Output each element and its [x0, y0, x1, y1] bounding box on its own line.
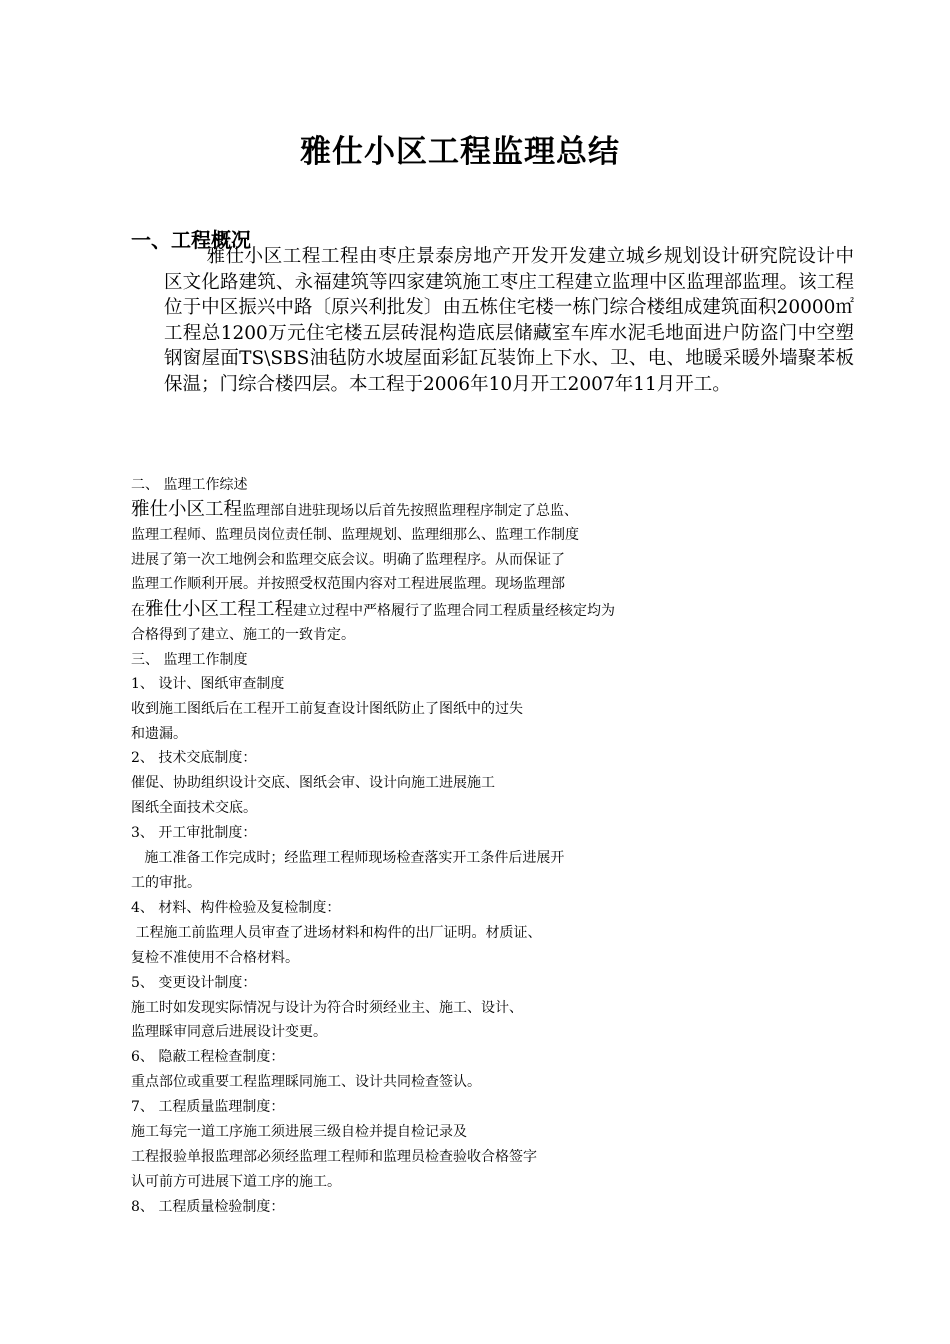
summary-line-text: 监理部自进驻现场以后首先按照监理程序制定了总监、 [242, 503, 579, 519]
system-item-text: 收到施工图纸后在工程开工前复查设计图纸防止了图纸中的过失 [131, 701, 523, 717]
summary-line: 监理工程师、监理员岗位责任制、监理规划、监理细那么、监理工作制度 [131, 527, 579, 543]
system-item-text: 工程报验单报监理部必须经监理工程师和监理员检查验收合格签字 [131, 1149, 537, 1165]
summary-line-text: 建立过程中严格履行了监理合同工程质量经核定均为 [293, 603, 616, 619]
summary-line: 合格得到了建立、施工的一致肯定。 [131, 627, 355, 643]
summary-line: 进展了第一次工地例会和监理交底会议。明确了监理程序。从而保证了 [131, 552, 565, 568]
system-item-text: 图纸全面技术交底。 [131, 800, 257, 816]
document-title: 雅仕小区工程监理总结 [300, 134, 620, 170]
summary-line-text: 在 [131, 603, 145, 619]
system-item-text: 工的审批。 [131, 875, 201, 891]
section-heading-summary: 二、 监理工作综述 [131, 477, 248, 493]
system-item-text: 和遗漏。 [131, 726, 187, 742]
system-item-text: 监理睬审同意后进展设计变更。 [131, 1024, 327, 1040]
system-item-text: 重点部位或重要工程监理睬同施工、设计共同检查签认。 [131, 1074, 481, 1090]
system-item-text: 施工每完一道工序施工须进展三级自检并提自检记录及 [131, 1124, 467, 1140]
section-heading-overview: 一、工程概况 [131, 228, 251, 252]
project-name-large: 雅仕小区工程工程 [145, 599, 294, 620]
system-item-text: 认可前方可进展下道工序的施工。 [131, 1174, 341, 1190]
system-item-label: 6、 隐蔽工程检查制度： [131, 1049, 285, 1065]
system-item-label: 7、 工程质量监理制度： [131, 1099, 285, 1115]
system-item-label: 4、 材料、构件检验及复检制度： [131, 900, 341, 916]
system-item-label: 3、 开工审批制度： [131, 825, 257, 841]
system-item-text: 施工时如发现实际情况与设计为符合时须经业主、施工、设计、 [131, 1000, 523, 1016]
system-item-label: 1、 设计、图纸审查制度 [131, 676, 285, 692]
system-item-label: 8、 工程质量检验制度： [131, 1199, 285, 1215]
system-item-label: 2、 技术交底制度： [131, 750, 257, 766]
summary-line: 监理工作顺利开展。并按照受权范围内容对工程进展监理。现场监理部 [131, 576, 565, 592]
system-item-text: 施工准备工作完成时；经监理工程师现场检查落实开工条件后进展开 [131, 850, 565, 866]
summary-line [131, 497, 578, 524]
system-item-label: 5、 变更设计制度： [131, 975, 257, 991]
project-name-large: 雅仕小区工程 [131, 499, 243, 520]
summary-line [131, 597, 615, 624]
system-item-text: 催促、协助组织设计交底、图纸会审、设计向施工进展施工 [131, 775, 495, 791]
system-item-text: 工程施工前监理人员审查了进场材料和构件的出厂证明。材质证、 [131, 925, 542, 941]
section-heading-system: 三、 监理工作制度 [131, 652, 248, 668]
overview-paragraph: 雅仕小区工程工程由枣庄景泰房地产开发开发建立城乡规划设计研究院设计中区文化路建筑、永福建筑等四家建筑施工枣庄工程建立监理中区监理部监理。该工程位于中区振兴中路〔原兴利批发〕由五栋住宅楼一栋门综合楼组成建筑面积20000㎡工程总1200万元住宅楼五层砖混构造底层储藏室车库水泥毛地面进户防盗门中空塑钢窗屋面TS\SBS油毡防水坡屋面彩缸瓦装饰上下水、卫、电、地暖采暖外墙聚苯板保温；门综合楼四层。本工程于2006年10月开工2007年11月开工。 [164, 246, 854, 395]
system-item-text: 复检不准使用不合格材料。 [131, 950, 299, 966]
